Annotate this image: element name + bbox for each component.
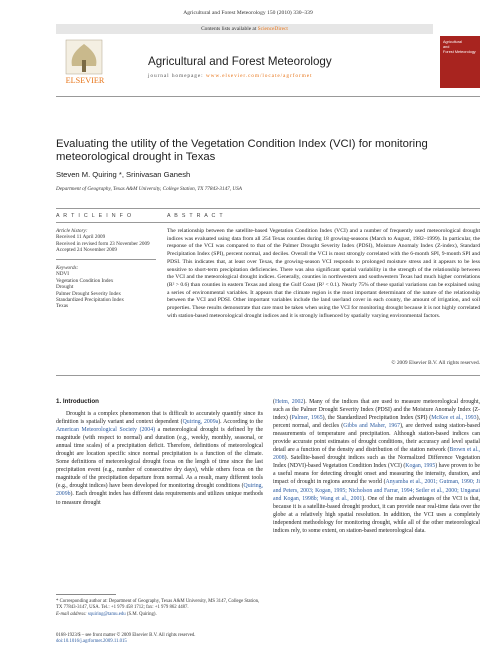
email-label: E-mail address: (56, 611, 88, 617)
citation-link[interactable]: Quiring, 2009b (56, 483, 263, 498)
received-date: Received 11 April 2009 (56, 234, 106, 241)
section-heading-introduction: 1. Introduction (56, 398, 99, 405)
page-footer (56, 633, 356, 646)
keyword: NDVI (56, 271, 69, 278)
keyword: Standardized Precipitation Index (56, 297, 124, 304)
cover-line-3: Forest Meteorology (443, 50, 476, 54)
citation-link[interactable]: American Meteorological Society (2004) (56, 427, 156, 434)
keyword: Drought (56, 284, 74, 291)
keywords (56, 265, 156, 310)
keyword: Texas (56, 303, 69, 310)
copyright: © 2009 Elsevier B.V. All rights reserved. (391, 360, 480, 366)
title-line-2: meteorological drought in Texas (56, 151, 216, 163)
doi-link[interactable]: doi:10.1016/j.agrformet.2009.11.015 (56, 639, 127, 645)
history-label: Article history: (56, 228, 88, 234)
citation-link[interactable]: McKee et al., 1993 (431, 415, 477, 422)
keywords-label: Keywords: (56, 265, 79, 271)
accepted-date: Accepted 24 November 2009 (56, 247, 117, 254)
keywords-rule (56, 259, 156, 260)
contents-bar (56, 24, 433, 34)
revised-date: Received in revised form 23 November 2009 (56, 240, 150, 247)
citation-link[interactable]: Kogan, 1995 (405, 463, 436, 470)
elsevier-logo-icon (56, 38, 114, 86)
keyword: Palmer Drought Severity Index (56, 290, 121, 297)
citation-link[interactable]: Palmer, 1965 (291, 415, 323, 422)
authors[interactable]: Steven M. Quiring *, Srinivasan Ganesh (56, 170, 191, 179)
affiliation: Department of Geography, Texas A&M University, College Station, TX 77843-3147, USA (56, 186, 242, 192)
email-link[interactable]: squiring@tamu.edu (87, 611, 126, 617)
cover-line-2: and (443, 45, 450, 49)
journal-homepage (148, 73, 428, 79)
footnote-rule (56, 594, 116, 595)
sciencedirect-link[interactable]: ScienceDirect (257, 26, 288, 32)
info-top-rule (56, 208, 480, 209)
journal-cover-title (443, 40, 479, 55)
elsevier-logo-text: ELSEVIER (65, 76, 105, 85)
article-title (56, 138, 476, 164)
keyword: Vegetation Condition Index (56, 277, 114, 284)
running-head: Agricultural and Forest Meteorology 150 (2010) 330–339 (183, 10, 313, 16)
citation-link[interactable]: Anyamba et al., 2001; Gutman, 1990; Ji and Peters, 2003; Kogan, 1995; Nicholson and Farrar, 1994; Seiler et al., 2000; Unganai and Kogan, 1998b; Wang et al., 2001 (273, 479, 480, 502)
homepage-url-link[interactable]: www.elsevier.com/locate/agrformet (205, 73, 313, 79)
abstract-heading: A B S T R A C T (167, 213, 224, 219)
citation-link[interactable]: Quiring, 2009a (182, 419, 219, 426)
citation-link[interactable]: Brown et al., 2008 (273, 447, 480, 462)
article-info-heading: A R T I C L E I N F O (56, 213, 133, 219)
contents-prefix: Contents lists available at (201, 26, 258, 32)
journal-title[interactable]: Agricultural and Forest Meteorology (148, 55, 332, 68)
header-rule (56, 96, 480, 97)
abstract-bottom-rule (56, 375, 480, 376)
cover-line-1: Agricultural (443, 40, 462, 44)
intro-left-column: Drought is a complex phenomenon that is difficult to accurately quantify since its definition is spatially variant and context dependent (Quiring, 2009a). According to the American Meteorological Society (2004) a meteorological drought is defined by the magnitude (with respect to normal) and duration (e.g., weekly, monthly, seasonal, or annual time scales) of a precipitation deficit. Therefore, definitions of meteorological drought are location specific since normal precipitation is a function of the climate. Some definitions of meteorological drought focus on the length of time since the last precipitation event (e.g., number of consecutive dry days), while others focus on the magnitude of the precipitation departure from normal. As a result, many different tools (e.g., drought indices) have been developed for monitoring drought conditions (Quiring, 2009b). Each drought index has different data requirements and utilizes unique methods to measure drought (56, 411, 263, 506)
citation-link[interactable]: Gibbs and Maher, 1967 (343, 423, 401, 430)
citation-link[interactable]: Heim, 2002 (274, 399, 304, 405)
footnote-address: * Corresponding author at: Department of Geography, Texas A&M University, MS 3147, College Station, TX 77843-3147, USA. Tel.: +1 979 458 1712; fax: +1 979 862 4487. (56, 599, 260, 611)
title-line-1: Evaluating the utility of the Vegetation Condition Index (VCI) for monitoring (56, 138, 428, 150)
homepage-prefix: journal homepage: (148, 73, 206, 79)
corresponding-author-footnote: * Corresponding author at: Department of Geography, Texas A&M University, MS 3147, College Station, TX 77843-3147, USA. Tel.: +1 979 458 1712; fax: +1 979 862 4487. E-mail address: squiring@tamu.edu (S.M. Quiring). (56, 599, 263, 618)
intro-right-column: (Heim, 2002). Many of the indices that are used to measure meteorological drought, such as the Palmer Drought Severity Index (PDSI) and the Moisture Anomaly Index (Z-index) (Palmer, 1965), the Standardized Precipitation Index (SPI) (McKee et al., 1993), percent normal, and deciles (Gibbs and Maher, 1967), are derived using station-based measurements of temperature and precipitation. Although station-based indices can provide accurate point estimates of drought conditions, their accuracy and level spatial detail are a function of the density and distribution of the station network (Brown et al., 2008). Satellite-based drought indices such as the Normalized Difference Vegetation Index (NDVI)-based Vegetation Condition Index (VCI) (Kogan, 1995) have proven to be a useful means for detecting drought onset and measuring the intensity, duration, and impact of drought in regions around the world (Anyamba et al., 2001; Gutman, 1990; Ji and Peters, 2003; Kogan, 1995; Nicholson and Farrar, 1994; Seiler et al., 2000; Unganai and Kogan, 1998b; Wang et al., 2001). One of the main advantages of the VCI is that, because it is a satellite-based drought product, it can provide near real-time data over the globe at a relatively high spatial resolution. In addition, the VCI uses a completely independent methodology for monitoring drought, while all of the other meteorological indices rely, to some extent, on station-based meteorological data. (273, 399, 480, 534)
article-history (56, 228, 156, 254)
info-sub-rule (56, 222, 480, 223)
issn-line: 0168-1923/$ – see front matter © 2009 Elsevier B.V. All rights reserved. (56, 633, 196, 638)
abstract-text: The relationship between the satellite-based Vegetation Condition Index (VCI) and a number of frequently used meteorological drought indices was evaluated using data from all 254 Texas counties during 18 growing-seasons (March to August, 1982–1999). In particular, the response of the VCI was compared to that of the Palmer Drought Severity Index (PDSI), Moisture Anomaly Index (Z-index), Standard Precipitation Index (SPI), percent normal, and deciles. Overall the VCI is most strongly correlated with the 6-month SPI, 9-month SPI and PDSI. This indicates that, at least over Texas, the growing-season VCI responds to prolonged moisture stress and it appears to be less sensitive to short-term precipitation deficiencies. There was also significant spatial variability in the strength of the relationship between the VCI and the meteorological drought indices. Generally, counties in northwestern and southwestern Texas had much higher correlations (R² > 0.6) than counties in eastern Texas and along the Gulf Coast (R² < 0.1). Nearly 75% of these spatial variations can be explained using a series of environmental variables. It appears that the climate region is the most important determinant of the nature of the relationship between the VCI and PDSI. Other important variables include the land use/land cover in each county, the amount of irrigation, and soil properties. These results demonstrate that care must be taken when using the VCI for monitoring drought because it is not highly correlated with station-based meteorological drought indices and it is strongly influenced by spatially varying environmental factors. (167, 228, 480, 319)
